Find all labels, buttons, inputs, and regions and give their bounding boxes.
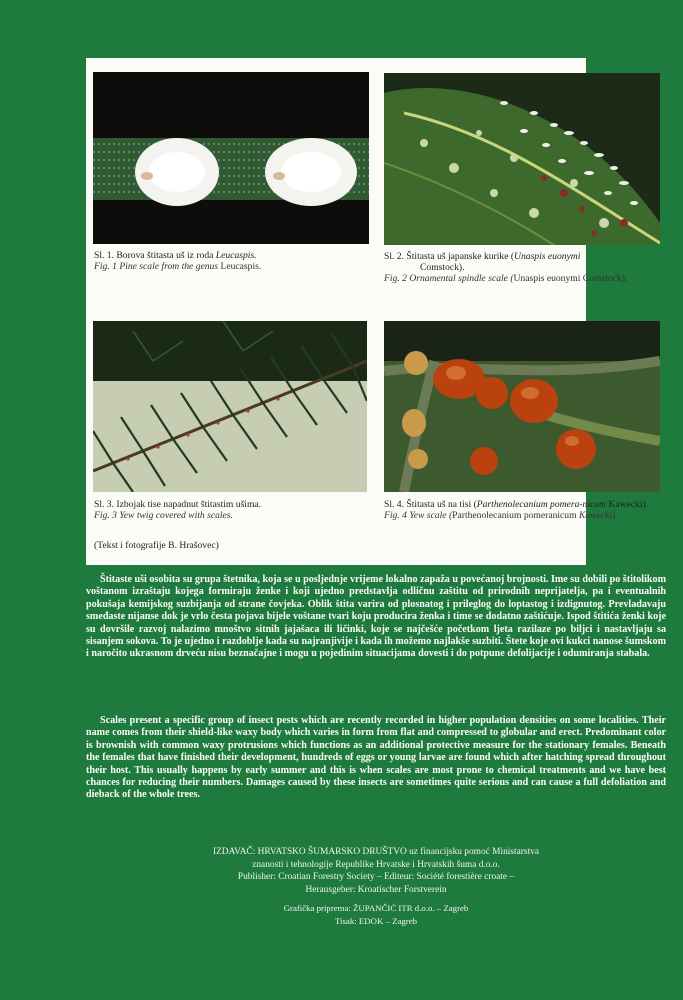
photo-yew-twig: [93, 321, 367, 492]
caption-text-hr: Izbojak tise napadnut štitastim ušima.: [116, 499, 262, 510]
publisher-block: [86, 846, 666, 928]
caption-number: Sl. 2.: [384, 251, 404, 262]
caption-fig-3: [94, 499, 364, 521]
caption-species: Parthenolecanium pomera-nicum: [476, 499, 606, 510]
caption-fig-2: [384, 251, 656, 285]
caption-number: Sl. 4.: [384, 499, 404, 510]
caption-text-en: Yew scale (: [409, 510, 453, 522]
caption-fig-1: [94, 250, 364, 272]
caption-text-en: Pine scale from the genus: [119, 261, 221, 273]
publisher-line: Herausgeber: Kroatischer Forstverein: [305, 884, 447, 895]
prepress-line: Grafička priprema: ŽUPANČIĆ ITR d.o.o. – Zagreb: [283, 903, 469, 914]
publisher-line: znanosti i tehnologije Republike Hrvatske i Hrvatskih šuma d.o.o.: [252, 859, 500, 870]
caption-number: Sl. 3.: [94, 499, 114, 510]
caption-species-en: Parthenolecanium pomeranicum: [452, 510, 577, 522]
publisher-line: Publisher: Croatian Forestry Society – Editeur: Société forestière croate –: [237, 872, 515, 883]
caption-number-en: Fig. 3: [94, 510, 117, 522]
caption-author-en: Kawecki).: [578, 510, 618, 522]
caption-text-hr: Štitasta uš japanske kurike (: [406, 251, 515, 262]
caption-species: Unaspis euonymi: [514, 251, 581, 262]
caption-author: Kawecki).: [608, 499, 649, 510]
paragraph-english: Scales present a specific group of insect pests which are recently recorded in higher population densities on some localities. Their name comes from their shield-like waxy body which varies in form from flat and compressed to globular and erect. Predominant color is brownish with common waxy protrusions which functions as an additional protective measure for the stationary females. Beneath the females that have finished their development, hundreds of eggs or young larvae are found which after hatching spread throughout their host. This usually happens by early summer and this is when scales are most prone to chemical treatments and we have best chances for reducing their numbers. Damages caused by these insects are sometimes quite serious and can cause a full defoliation and dieback of the whole trees.: [86, 715, 666, 801]
caption-text-en: Yew twig covered with scales.: [119, 510, 233, 522]
caption-species-en: Unaspis euonymi Comstock).: [513, 273, 628, 285]
paragraph-croatian: Štitaste uši osobita su grupa štetnika, koja se u posljednje vrijeme lokalno zapaža u povećanoj brojnosti. Ime su dobili po štitolikom voštanom izraštaju kojega formiraju ženke i koji ujedno predstavlja odličnu zaštitu od prirodnih neprijatelja, pa i eventualnih pokušaja kemijskog suzbijanja od strane čovjeka. Oblik štita varira od plosnatog i prileglog do loptastog i izdignutog. Prevladavaju smeđaste nijanse dok je vrlo česta pojava bijele voštane tvari koju producira ženka i time se dodatno zaštićuje. Ispod štitića ženki koje su dovršile razvoj nalazimo mnoštvo sitnih jajašaca ili ličinki, koje se najčešće početkom ljeta razilaze po biljci i nastavljaju sa sisanjem sokova. To je ujedno i razdoblje kada su najranjivije i kada ih možemo najlakše suzbiti. Štete koje ovi kukci nanose šumskom i naročito ukrasnom drveću nisu beznačajne i mogu u pojedinim situacijama dovesti i do potpune defolijacije i odumiranja stabala.: [86, 574, 666, 660]
publisher-line: IZDAVAČ: HRVATSKO ŠUMARSKO DRUŠTVO uz financijsku pomoć Ministarstva: [212, 847, 540, 857]
caption-species-en: Leucaspis.: [220, 261, 262, 273]
caption-text-hr: Štitasta uš na tisi (: [406, 499, 477, 510]
caption-text-hr: Borova štitasta uš iz roda: [116, 250, 216, 261]
caption-species: Leucaspis.: [215, 250, 257, 261]
caption-text-en: Ornamental spindle scale (: [409, 273, 514, 285]
credit-text: (Tekst i fotografije B. Hrašovec): [94, 540, 219, 551]
caption-number: Sl. 1.: [94, 250, 114, 261]
photo-yew-scale: [384, 321, 660, 492]
print-line: Tisak: EDOK – Zagreb: [334, 915, 417, 926]
caption-number-en: Fig. 1: [94, 261, 117, 273]
caption-number-en: Fig. 4: [384, 510, 407, 522]
caption-number-en: Fig. 2: [384, 273, 407, 285]
caption-fig-4: [384, 499, 656, 521]
photo-credit: [94, 540, 364, 551]
caption-author: Comstock).: [420, 262, 465, 274]
photo-spindle-scale: [384, 73, 660, 245]
photo-pine-scale: [93, 72, 369, 244]
